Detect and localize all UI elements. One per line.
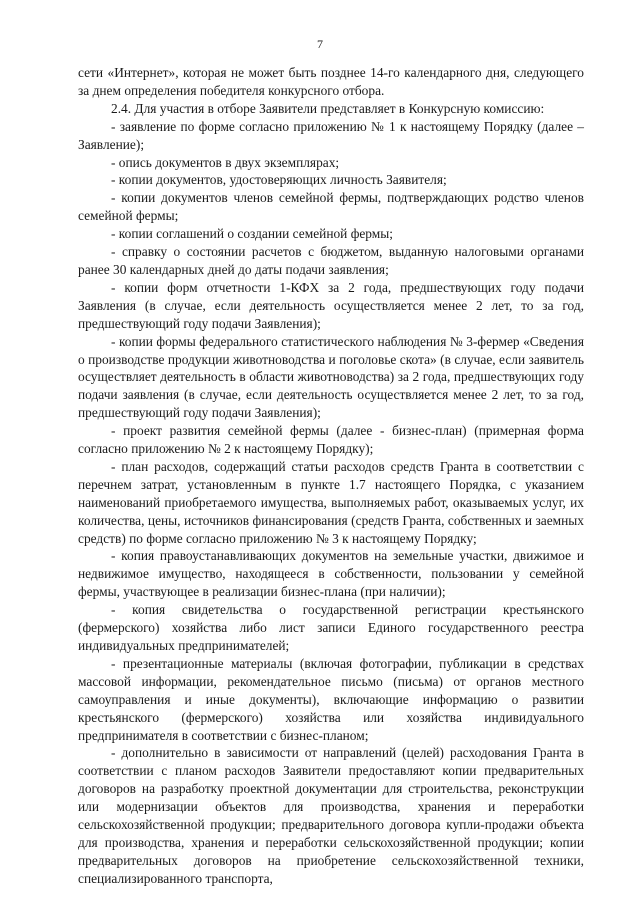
paragraph: сети «Интернет», которая не может быть позднее 14-го календарного дня, следующего за днем определения победителя конкурсного отбора.	[78, 65, 584, 98]
list-item: - опись документов в двух экземплярах;	[111, 154, 340, 170]
page-number: 7	[317, 37, 323, 51]
list-item: - копии формы федерального статистического наблюдения № 3-фермер «Сведения о производстве продукции животноводства и поголовье скота» (в случае, если заявитель осуществляет деятельность в области животноводства) за 2 года, предшествующих году подачи заявления (в случае, если деятельность осуществляется менее 2 лет, то за год, предшествующий году подачи Заявления);	[78, 333, 584, 421]
list-item: - заявление по форме согласно приложению № 1 к настоящему Порядку (далее – Заявление);	[78, 118, 584, 152]
body-text	[78, 64, 584, 888]
list-item: - проект развития семейной фермы (далее - бизнес-план) (примерная форма согласно приложению № 2 к настоящему Порядку);	[78, 423, 584, 457]
list-item: - копии соглашений о создании семейной фермы;	[111, 226, 393, 242]
list-item: - план расходов, содержащий статьи расходов средств Гранта в соответствии с перечнем затрат, установленным в пункте 1.7 настоящего Порядка, с указанием наименований приобретаемого имущества, выполняемых работ, оказываемых услуг, их количества, цены, источников финансирования (средств Гранта, собственных и заемных средств) по форме согласно приложению № 3 к настоящему Порядку;	[78, 458, 584, 546]
list-item: - справку о состоянии расчетов с бюджетом, выданную налоговыми органами ранее 30 календарных дней до даты подачи заявления;	[78, 244, 584, 277]
list-item: - копия свидетельства о государственной регистрации крестьянского (фермерского) хозяйства либо лист записи Единого государственного реестра индивидуальных предпринимателей;	[78, 602, 584, 653]
list-item: - копии документов, удостоверяющих личность Заявителя;	[111, 172, 447, 188]
list-item: - копии документов членов семейной фермы, подтверждающих родство членов семейной фермы;	[78, 190, 584, 224]
list-item: - копии форм отчетности 1-КФХ за 2 года, предшествующих году подачи Заявления (в случае, если деятельность осуществляется менее 2 лет, то за год, предшествующий году подачи Заявления);	[78, 279, 584, 331]
list-item: - презентационные материалы (включая фотографии, публикации в средствах массовой информации, рекомендательное письмо (письма) от органов местного самоуправления и иные документы), включающие информацию о развитии крестьянского (фермерского) хозяйства или хозяйства индивидуального предпринимателя в соответствии с бизнес-планом;	[78, 655, 584, 743]
paragraph: 2.4. Для участия в отборе Заявители представляет в Конкурсную комиссию:	[111, 100, 545, 116]
list-item: - дополнительно в зависимости от направлений (целей) расходования Гранта в соответствии с планом расходов Заявители предоставляют копии предварительных договоров на разработку проектной документации для строительства, реконструкции или модернизации объектов для производства, хранения и переработки сельскохозяйственной продукции; предварительного договора купли-продажи объекта для производства, хранения и переработки сельскохозяйственной продукции; копии предварительных договоров на приобретение сельскохозяйственной техники, специализированного транспорта,	[78, 745, 584, 886]
list-item: - копия правоустанавливающих документов на земельные участки, движимое и недвижимое имущество, находящееся в собственности, пользовании у семейной фермы, участвующее в реализации бизнес-плана (при наличии);	[78, 548, 584, 600]
